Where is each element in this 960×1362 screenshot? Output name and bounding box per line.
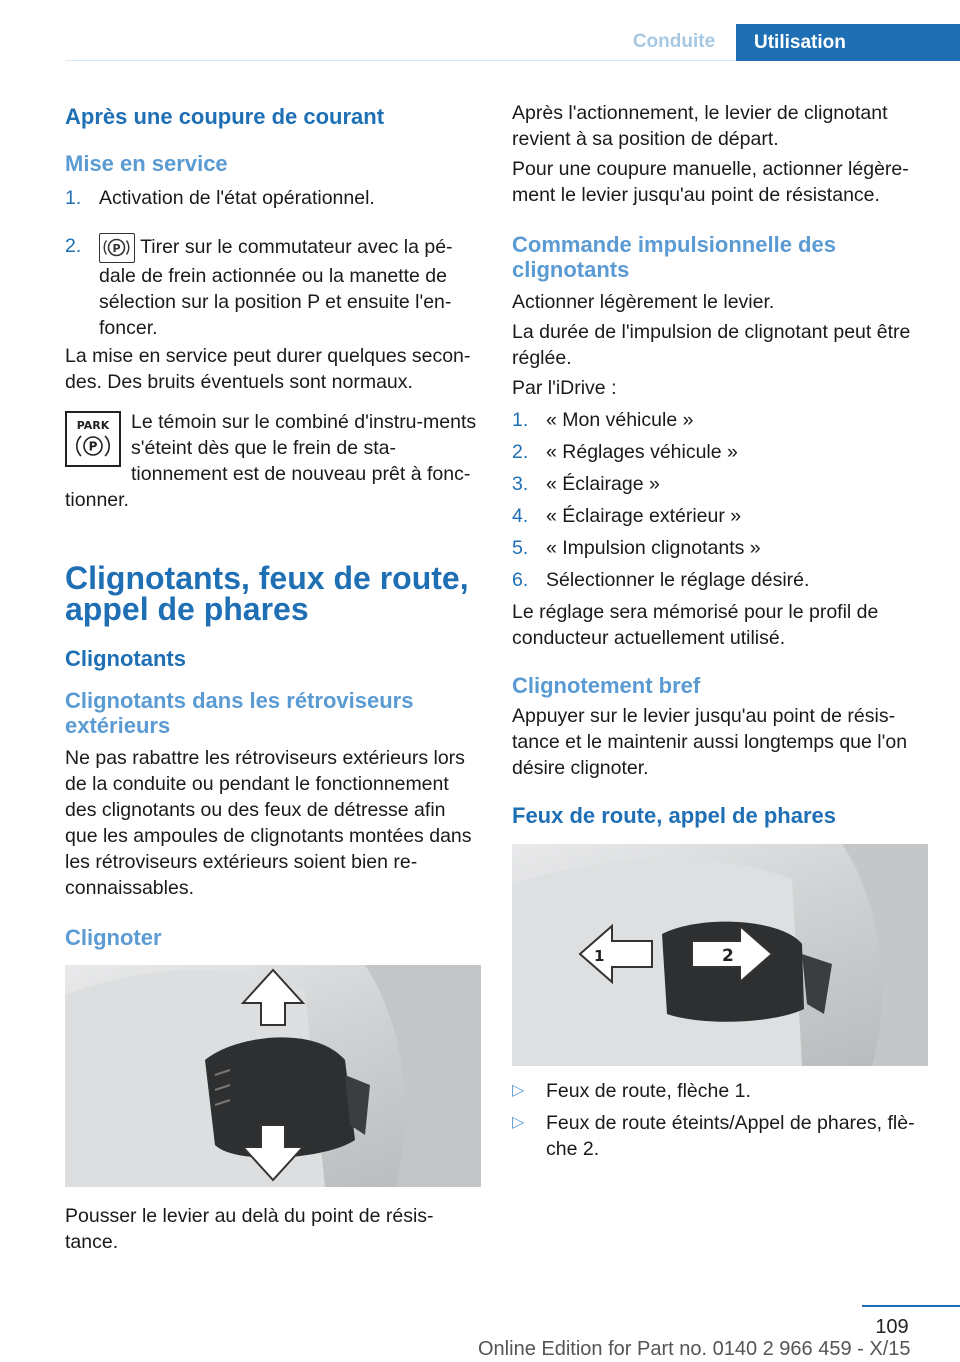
heading-clignotants-retroviseurs: Clignotants dans les rétroviseurs extérieurs [65,688,414,738]
paragraph-actionner: Actionner légèrement le levier. [512,291,775,313]
list-text: Feux de route éteints/Appel de phares, flè-che 2. [546,1112,915,1160]
arrow-1-label: 1 [594,947,605,965]
heading-feux-de-route: Feux de route, appel de phares [512,803,836,828]
high-beam-lever-illustration [512,844,928,1066]
heading-clignotants: Clignotants [65,646,186,671]
list-text: Tirer sur le commutateur avec la pé-dale de frein actionnée ou la manette de sélection sur la position P et ensuite l'en-foncer. [99,236,453,339]
paragraph-pousser: Pousser le levier au delà du point de résis-tance. [65,1205,434,1253]
list-item [512,535,928,561]
list-number: 1. [65,187,82,209]
list-number: 2. [512,441,529,463]
heading-apres-coupure: Après une coupure de courant [65,104,385,129]
list-item [512,503,928,529]
paragraph-appuyer: Appuyer sur le levier jusqu'au point de résis-tance et le maintenir aussi longtemps que l'on désire clignoter. [512,705,908,779]
park-indicator-icon [65,411,121,467]
turn-signal-lever-illustration [65,965,481,1187]
list-number: 1. [512,409,529,431]
list-number: 5. [512,537,529,559]
heading-clignotement-bref: Clignotement bref [512,673,701,698]
list-item [512,1110,928,1162]
svg-text:P: P [112,242,121,255]
list-number: 2. [65,235,82,257]
arrow-2-label: 2 [722,946,734,966]
footer-divider [862,1305,960,1307]
feux-list [512,1078,928,1162]
list-text: Feux de route, flèche 1. [546,1080,751,1102]
list-text: Activation de l'état opérationnel. [99,187,375,209]
mise-en-service-steps [65,185,481,341]
paragraph-duree-impulsion: La durée de l'impulsion de clignotant peut être réglée. [512,321,911,369]
paragraph-temoin: Le témoin sur le combiné d'instru-ments s'éteint dès que le frein de sta-tionnement est de nouveau prêt à fonc-tionner. [65,411,477,511]
list-item [512,1078,928,1104]
list-number: 6. [512,569,529,591]
list-item [512,567,928,593]
page-number: 109 [875,1316,909,1338]
parking-brake-switch-icon [99,233,135,263]
list-item [512,471,928,497]
list-text: « Mon véhicule » [546,409,694,431]
paragraph-mise-duree: La mise en service peut durer quelques secon-des. Des bruits éventuels sont normaux. [65,345,471,393]
heading-clignoter: Clignoter [65,925,162,950]
heading-commande-impulsionnelle: Commande impulsionnelle des clignotants [512,232,836,282]
paragraph-idrive: Par l'iDrive : [512,377,617,399]
park-note [65,409,481,513]
list-item [512,407,928,433]
list-number: 4. [512,505,529,527]
list-text: « Éclairage » [546,473,660,495]
tab-utilisation[interactable]: Utilisation [736,24,960,61]
section-title-clignotants: Clignotants, feux de route, appel de phares [65,560,469,627]
online-edition-note: Online Edition for Part no. 0140 2 966 459 - X/15 [478,1338,911,1360]
left-column [65,100,481,1255]
list-item [512,439,928,465]
paragraph-coupure-manuelle: Pour une coupure manuelle, actionner légère-ment le levier jusqu'au point de résistance. [512,158,909,206]
list-text: « Impulsion clignotants » [546,537,761,559]
tab-conduite[interactable]: Conduite [632,31,716,52]
park-icon-text: PARK [76,419,110,432]
paragraph-apres-actionnement: Après l'actionnement, le levier de clignotant revient à sa position de départ. [512,102,888,150]
list-text: « Éclairage extérieur » [546,505,742,527]
list-number: 3. [512,473,529,495]
triangle-bullet-icon: ▷ [512,1114,525,1131]
list-text: Sélectionner le réglage désiré. [546,569,810,591]
paragraph-reglage-memorise: Le réglage sera mémorisé pour le profil de conducteur actuellement utilisé. [512,601,879,649]
right-column [512,100,928,1162]
paragraph-retroviseurs: Ne pas rabattre les rétroviseurs extérieurs lors de la conduite ou pendant le fonctionnement des clignotants ou des feux de détresse afin que les ampoules de clignotants montées dans les rétroviseurs extérieurs soient bien re-connaissables. [65,747,472,899]
idrive-steps [512,407,928,593]
svg-text:P: P [88,439,98,454]
list-item [65,233,481,341]
triangle-bullet-icon: ▷ [512,1082,525,1099]
list-item [65,185,481,211]
list-text: « Réglages véhicule » [546,441,738,463]
heading-mise-en-service: Mise en service [65,151,228,176]
